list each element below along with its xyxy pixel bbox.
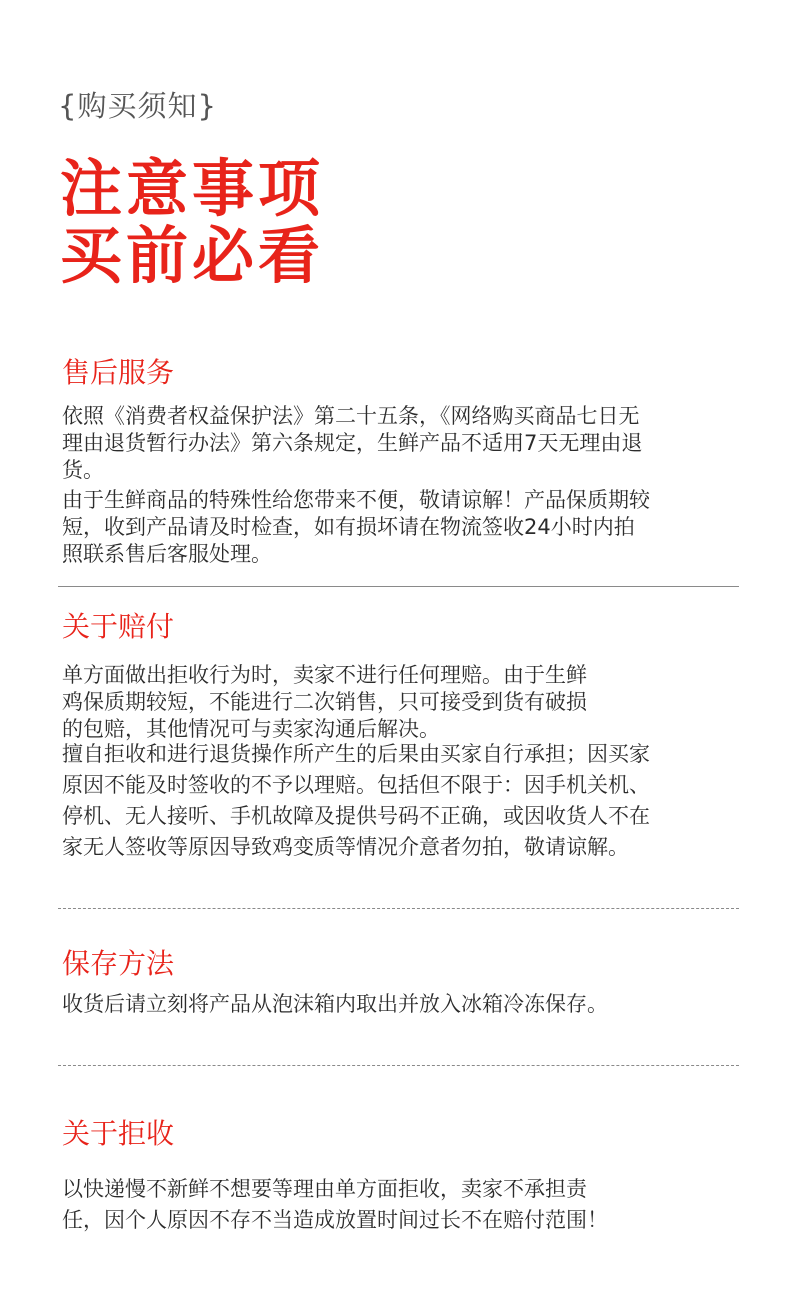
page-kicker: {购买须知} — [58, 89, 217, 123]
section-title-refusal: 关于拒收 — [62, 1117, 175, 1150]
section-paragraph-after-sales-1: 依照《消费者权益保护法》第二十五条，《网络购买商品七日无 理由退货暂行办法》第六条规定，生鲜产品不适用7天无理由退 货。 — [62, 404, 643, 482]
hero-title-line-1: 注意事项 — [60, 152, 325, 225]
hero-title-line-2: 买前必看 — [60, 219, 325, 292]
section-divider — [58, 908, 739, 909]
section-title-storage: 保存方法 — [62, 947, 175, 980]
section-paragraph-after-sales-2: 由于生鲜商品的特殊性给您带来不便，敬请谅解！产品保质期较 短，收到产品请及时检查，如有损坏请在物流签收24小时内拍 照联系售后客服处理。 — [62, 488, 650, 566]
section-paragraph-compensation-1: 单方面做出拒收行为时，卖家不进行任何理赔。由于生鲜 鸡保质期较短，不能进行二次销售，只可接受到货有破损 的包赔，其他情况可与卖家沟通后解决。 — [62, 663, 587, 741]
section-divider — [58, 586, 739, 587]
section-paragraph-storage: 收货后请立刻将产品从泡沫箱内取出并放入冰箱冷冻保存。 — [62, 992, 608, 1016]
section-paragraph-compensation-2: 擅自拒收和进行退货操作所产生的后果由买家自行承担；因买家 原因不能及时签收的不予以理赔。包括但不限于：因手机关机、 停机、无人接听、手机故障及提供号码不正确，或因收货人不在 家无人签收等原因导致鸡变质等情况介意者勿拍，敬请谅解。 — [62, 742, 650, 859]
section-paragraph-refusal: 以快递慢不新鲜不想要等理由单方面拒收，卖家不承担责 任，因个人原因不存不当造成放置时间过长不在赔付范围！ — [62, 1177, 608, 1232]
section-divider — [58, 1065, 739, 1066]
section-title-compensation: 关于赔付 — [62, 610, 175, 643]
section-title-after-sales: 售后服务 — [62, 356, 175, 389]
